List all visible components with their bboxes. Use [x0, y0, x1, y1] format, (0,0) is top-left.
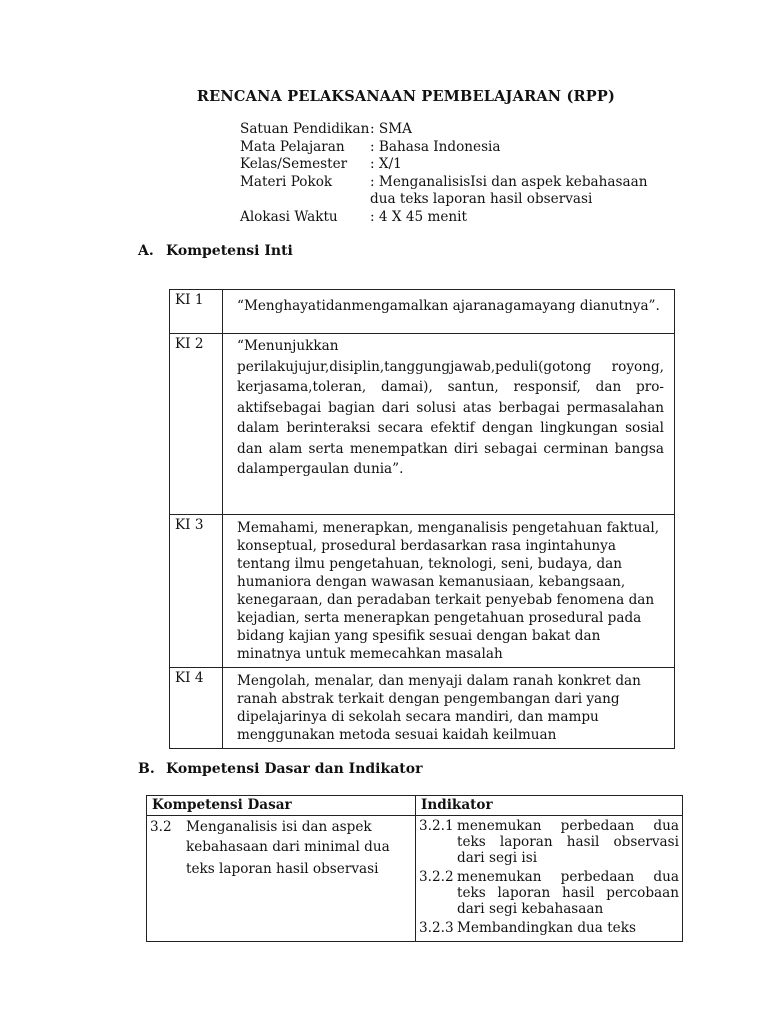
identity-value: : Bahasa Indonesia	[370, 138, 501, 155]
table-row	[170, 515, 675, 668]
kompetensi-dasar-table	[146, 795, 683, 942]
kd-text-continued: kebahasaan dari minimal dua teks laporan hasil observasi	[186, 839, 390, 877]
identity-value: : MenganalisisIsi dan aspek kebahasaan dua teks laporan hasil observasi	[370, 173, 648, 207]
identity-value: : 4 X 45 menit	[370, 208, 467, 225]
kd-cell	[147, 816, 416, 942]
ki-text: “Menunjukkan perilakujujur,disiplin,tanggungjawab,peduli(gotong royong, kerjasama,toleran, damai), santun, responsif, dan pro-aktifsebagai bagian dari solusi atas berbagai permasalahan dalam berinteraksi secara efektif dengan lingkungan sosial dan alam serta menempatkan diri sebagai cerminan bangsa dalampergaulan dunia”.	[223, 334, 675, 515]
section-title: Kompetensi Dasar dan Indikator	[166, 761, 423, 777]
identity-value: : SMA	[370, 121, 412, 137]
indicator-cell	[416, 816, 683, 942]
identity-value: : X/1	[370, 156, 402, 172]
indicator-item	[419, 818, 679, 866]
ki-label: KI 4	[170, 668, 223, 749]
ki-label: KI 1	[170, 290, 223, 334]
column-header: Indikator	[416, 796, 683, 816]
kompetensi-inti-table	[169, 289, 675, 749]
ki-text: Memahami, menerapkan, menganalisis pengetahuan faktual, konseptual, prosedural berdasarkan rasa ingintahunya tentang ilmu pengetahuan, teknologi, seni, budaya, dan humaniora dengan wawasan kemanusiaan, kebangsaan, kenegaraan, dan peradaban terkait penyebab fenomena dan kejadian, serta menerapkan pengetahuan prosedural pada bidang kajian yang spesifik sesuai dengan bakat dan minatnya untuk memecahkan masalah	[223, 515, 675, 668]
identity-label: Alokasi Waktu	[240, 208, 338, 225]
section-letter: B.	[138, 761, 155, 777]
section-title: Kompetensi Inti	[166, 243, 293, 259]
ki-text: Mengolah, menalar, dan menyaji dalam ranah konkret dan ranah abstrak terkait dengan pengembangan dari yang dipelajarinya di sekolah secara mandiri, dan mampu menggunakan metoda sesuai kaidah keilmuan	[223, 668, 675, 749]
identity-label: Materi Pokok	[240, 173, 333, 190]
indicator-number: 3.2.1	[419, 818, 454, 834]
ki-label: KI 3	[170, 515, 223, 668]
document-title: RENCANA PELAKSANAAN PEMBELAJARAN (RPP)	[196, 88, 616, 105]
kd-number: 3.2	[150, 819, 172, 835]
identity-label: Kelas/Semester	[240, 156, 348, 172]
indicator-text: menemukan perbedaan dua teks laporan hasil percobaan dari segi kebahasaan	[457, 869, 679, 917]
indicator-text: Membandingkan dua teks	[457, 920, 636, 936]
table-row	[170, 334, 675, 515]
table-row	[170, 290, 675, 334]
section-a-heading	[138, 243, 293, 259]
identity-label: Satuan Pendidikan	[240, 121, 370, 137]
column-header: Kompetensi Dasar	[147, 796, 416, 816]
indicator-number: 3.2.3	[419, 920, 454, 936]
kd-text: Menganalisis isi dan aspek	[186, 819, 372, 835]
section-b-heading	[138, 761, 422, 777]
ki-label: KI 2	[170, 334, 223, 515]
table-row	[147, 816, 683, 942]
indicator-text: menemukan perbedaan dua teks laporan hasil observasi dari segi isi	[457, 818, 679, 866]
table-header-row	[147, 796, 683, 816]
table-row	[170, 668, 675, 749]
section-letter: A.	[138, 243, 154, 259]
indicator-number: 3.2.2	[419, 869, 454, 885]
indicator-item	[419, 920, 679, 936]
ki-text: “Menghayatidanmengamalkan ajaranagamayang dianutnya”.	[223, 290, 675, 334]
indicator-item	[419, 869, 679, 917]
identity-label: Mata Pelajaran	[240, 138, 345, 155]
